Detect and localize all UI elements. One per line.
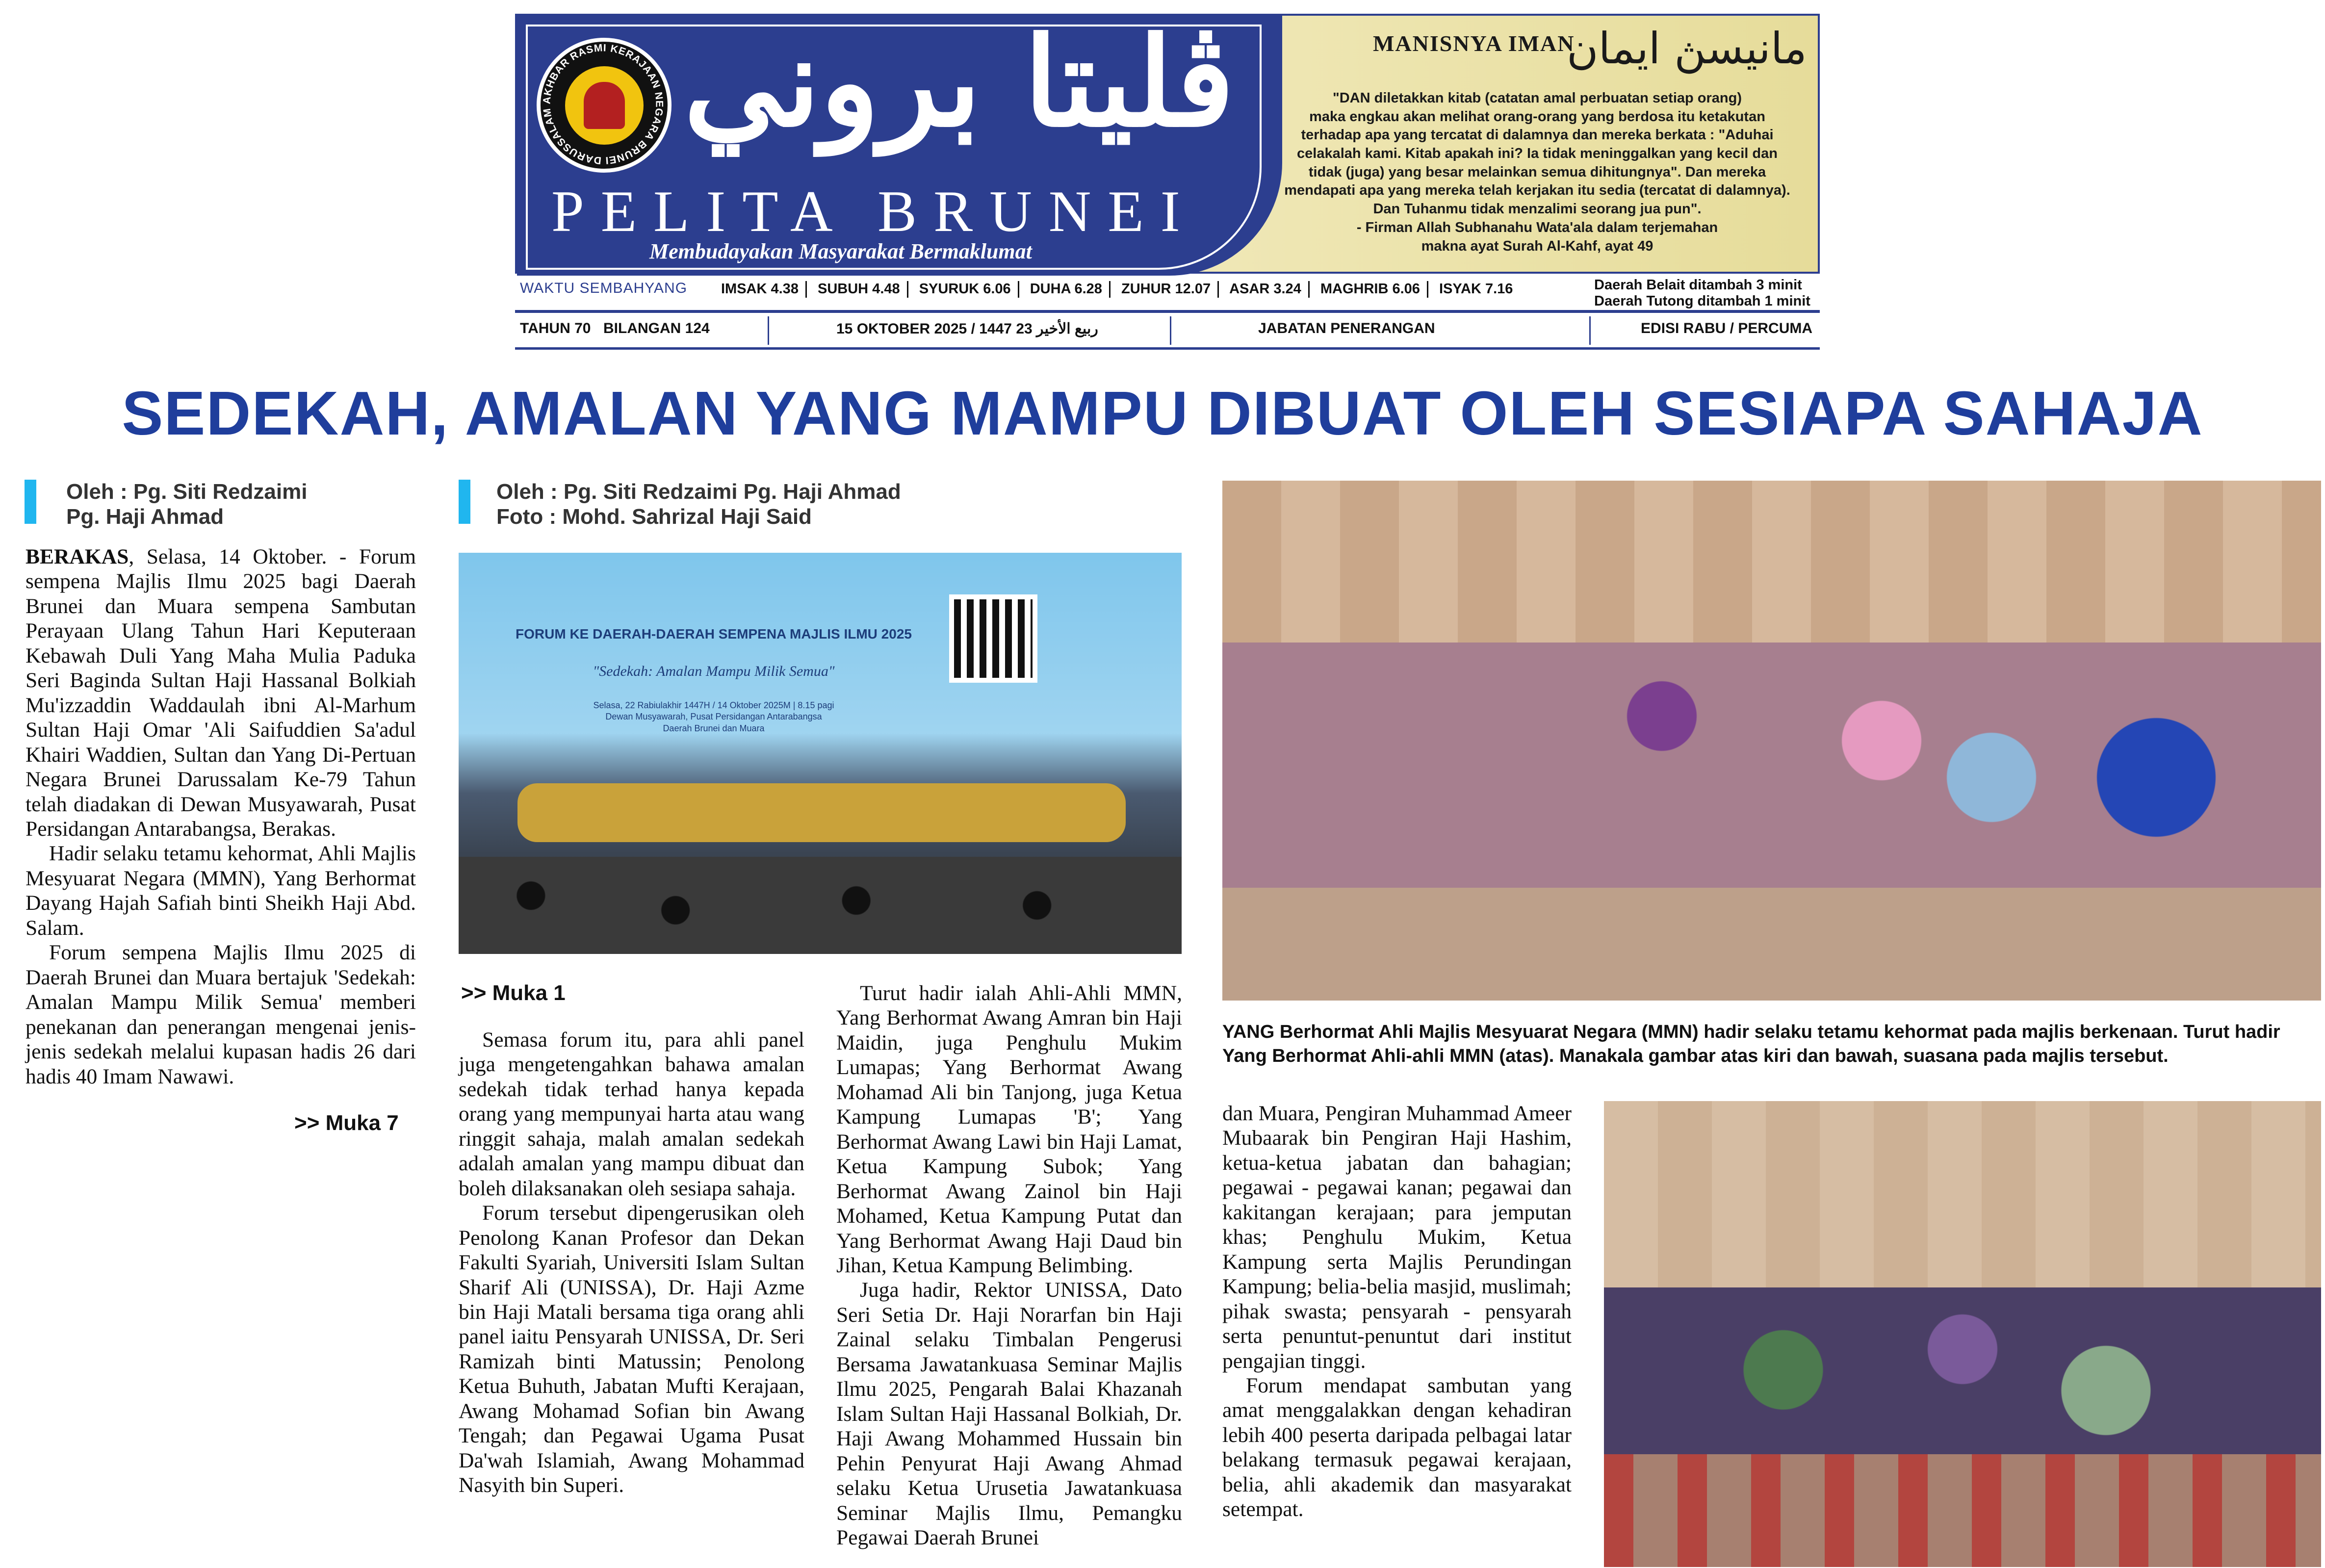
prayer-note-belait: Daerah Belait ditambah 3 minit: [1594, 277, 1802, 293]
prayer-time: SUBUH 4.48: [818, 281, 900, 297]
brand-block: [517, 16, 1282, 276]
paragraph: Turut hadir ialah Ahli-Ahli MMN, Yang Berhormat Awang Amran bin Haji Maidin, juga Penghulu Mukim Lumapas; Yang Berhormat Awang Mohamad Ali bin Tanjong, juga Ketua Kampung Lumapas 'B'; Yang Berhormat Awang Lawi bin Haji Lamat, Ketua Kampung Subok; Yang Berhormat Awang Zainol bin Haji Mohamed, Ketua Kampung Putat dan Yang Berhormat Awang Haji Daud bin Jihan, Ketua Kampung Belimbing.: [836, 981, 1182, 1277]
iman-section-title: MANISNYA IMAN: [1373, 31, 1575, 56]
byline-accent-bar: [459, 480, 470, 524]
hall-wall: [1222, 481, 2321, 667]
masthead-tagline: Membudayakan Masyarakat Bermaklumat: [649, 239, 1032, 263]
issue-edition: EDISI RABU / PERCUMA: [1641, 320, 1813, 336]
prayer-times-label: WAKTU SEMBAHYANG: [520, 280, 688, 296]
audience-heads: [459, 857, 1182, 954]
article-column-2: [459, 1028, 804, 1498]
paragraph: Hadir selaku tetamu kehormat, Ahli Majlis Mesyuarat Negara (MMN), Yang Berhormat Dayang Hajah Safiah binti Sheikh Haji Abd. Salam.: [26, 842, 416, 940]
red-chairs: [1604, 1454, 2321, 1567]
qr-code-icon: [949, 594, 1037, 683]
svg-text:AKHBAR RASMI KERAJAAN NEGARA B: AKHBAR RASMI KERAJAAN NEGARA BRUNEI DARUSSALAM: [541, 42, 665, 166]
article-column-4: [1222, 1101, 1572, 1522]
quote-line: - Firman Allah Subhanahu Wata'ala dalam terjemahan: [1356, 219, 1718, 235]
byline-author: Oleh : Pg. Siti Redzaimi Pg. Haji Ahmad: [496, 480, 901, 504]
byline-accent-bar: [25, 480, 36, 524]
prayer-time: SYURUK 6.06: [919, 281, 1011, 297]
crest-icon: [584, 82, 625, 129]
prayer-times-list: [721, 281, 1513, 298]
prayer-time: IMSAK 4.38: [721, 281, 799, 297]
quote-line: Dan Tuhanmu tidak menzalimi seorang jua pun".: [1373, 201, 1702, 217]
seated-guests: [1222, 643, 2321, 888]
paragraph: Forum mendapat sambutan yang amat menggalakkan dengan kehadiran lebih 400 peserta daripada pelbagai latar belakang termasuk pegawai kerajaan, belia, ahli akademik dan masyarakat setempat.: [1222, 1373, 1572, 1521]
paragraph: Forum sempena Majlis Ilmu 2025 di Daerah Brunei dan Muara bertajuk 'Sedekah: Amalan Mampu Milik Semua' memberi penekanan dan penerangan mengenai jenis-jenis sedekah melalui kupasan hadis 26 dari hadis 40 Imam Nawawi.: [26, 941, 416, 1088]
iman-section-title-jawi: مانيسڽ ايمان: [1567, 23, 1807, 74]
issue-volume: TAHUN 70: [520, 320, 591, 336]
quote-line: terhadap apa yang tercatat di dalamnya dan mereka berkata : "Aduhai: [1301, 127, 1774, 143]
prayer-time: ISYAK 7.16: [1439, 281, 1513, 297]
prayer-time: DUHA 6.28: [1030, 281, 1102, 297]
quote-line: tidak (juga) yang besar melainkan semua dihitungnya". Dan mereka: [1308, 164, 1766, 180]
paragraph: Semasa forum itu, para ahli panel juga mengetengahkan bahawa amalan sedekah tidak terhad hanya kepada orang yang mempunyai harta atau wang ringgit sahaja, malah amalan sedekah adalah amalan yang mampu dibuat dan boleh dilaksanakan oleh sesiapa sahaja.: [459, 1028, 804, 1200]
byline-author-cont: Pg. Haji Ahmad: [66, 504, 224, 529]
banner-subtitle: "Sedekah: Amalan Mampu Milik Semua": [593, 663, 835, 679]
banner-title: FORUM KE DAERAH-DAERAH SEMPENA MAJLIS ILMU 2025: [516, 626, 912, 642]
article-headline: SEDEKAH, AMALAN YANG MAMPU DIBUAT OLEH SESIAPA SAHAJA: [122, 379, 2203, 448]
prayer-time: MAGHRIB 6.06: [1320, 281, 1420, 297]
masthead: [515, 14, 1820, 274]
banner-details: Selasa, 22 Rabiulakhir 1447H / 14 Oktober 2025M | 8.15 pagi Dewan Musyawarah, Pusat Persidangan Antarabangsa Daerah Brunei dan Muara: [593, 700, 834, 733]
prayer-time: ASAR 3.24: [1229, 281, 1301, 297]
quote-line: makna ayat Surah Al-Kahf, ayat 49: [1421, 238, 1653, 254]
quote-line: mendapati apa yang mereka telah kerjakan itu sedia (tercatat di dalamnya).: [1284, 182, 1790, 199]
masthead-title-latin: PELITA BRUNEI: [551, 179, 1197, 244]
hall-wall: [1604, 1101, 2321, 1307]
issue-info-bar: [515, 316, 1820, 345]
quote-line: "DAN diletakkan kitab (catatan amal perbuatan setiap orang): [1332, 90, 1742, 106]
masthead-title-jawi: ڤليتا بروني: [684, 16, 1235, 154]
prayer-note-tutong: Daerah Tutong ditambah 1 minit: [1594, 293, 1810, 309]
article-column-1: [26, 544, 416, 1089]
paragraph: Juga hadir, Rektor UNISSA, Dato Seri Setia Dr. Haji Norarfan bin Haji Zainal selaku Timbalan Pengerusi Bersama Jawatankuasa Seminar Majlis Ilmu 2025, Pengarah Balai Khazanah Islam Sultan Haji Hassanal Bolkiah, Dr. Haji Awang Mohammed Hussain bin Pehin Penyurat Haji Awang Ahmad selaku Ketua Urusetia Jawatankuasa Seminar Majlis Ilmu, Pemangku Pegawai Daerah Brunei: [836, 1278, 1182, 1549]
issue-publisher: JABATAN PENERANGAN: [1258, 320, 1435, 336]
quote-line: celakalah kami. Kitab apakah ini? Ia tidak meninggalkan yang kecil dan: [1297, 146, 1778, 162]
mmn-guests-photo: [1222, 481, 2321, 1001]
audience-photo: [1604, 1101, 2321, 1567]
quote-line: maka engkau akan melihat orang-orang yang berdosa itu ketakutan: [1309, 108, 1765, 125]
byline-author: Oleh : Pg. Siti Redzaimi: [66, 480, 308, 504]
divider: [515, 310, 1820, 313]
prayer-note: [1594, 277, 1810, 310]
iman-quote: [1267, 89, 1807, 256]
byline-photo: [496, 480, 901, 529]
prayer-time: ZUHUR 12.07: [1121, 281, 1211, 297]
forum-stage-photo: [459, 553, 1182, 954]
stage-chairs: [517, 783, 1126, 842]
jump-link-page-7[interactable]: >> Muka 7: [294, 1111, 399, 1135]
photo-caption: YANG Berhormat Ahli Majlis Mesyuarat Negara (MMN) hadir selaku tetamu kehormat pada majlis berkenaan. Turut hadir Yang Berhormat Ahli-ahli MMN (atas). Manakala gambar atas kiri dan bawah, suasana pada majlis tersebut.: [1222, 1022, 2280, 1067]
prayer-times-bar: [515, 277, 1820, 307]
byline-photographer: Foto : Mohd. Sahrizal Haji Said: [496, 504, 812, 529]
byline-left: [66, 480, 307, 529]
dateline: BERAKAS: [26, 545, 129, 568]
paragraph: BERAKAS, Selasa, 14 Oktober. - Forum sempena Majlis Ilmu 2025 bagi Daerah Brunei dan Muara sempena Sambutan Perayaan Ulang Tahun Hari Keputeraan Kebawah Duli Yang Maha Mulia Paduka Seri Baginda Sultan Haji Hassanal Bolkiah Mu'izzaddin Waddaulah ibni Al-Marhum Sultan Haji Omar 'Ali Saifuddien Sa'adul Khairi Waddien, Sultan dan Yang Di-Pertuan Negara Brunei Darussalam Ke-79 Tahun telah diadakan di Dewan Musyawarah, Pusat Persidangan Antarabangsa, Berakas.: [26, 545, 416, 841]
emblem-crest-disc: [565, 66, 644, 145]
hall-floor: [1222, 888, 2321, 1001]
paragraph: dan Muara, Pengiran Muhammad Ameer Mubaarak bin Pengiran Haji Hashim, ketua-ketua jabatan dan bahagian; pegawai - pegawai kanan; pegawai dan kakitangan kerajaan; para jemputan khas; Penghulu Mukim, Ketua Kampung serta Majlis Perundingan Kampung; belia-belia masjid, muslimah; pihak swasta; pensyarah - pensyarah serta penuntut-penuntut dari institut pengajian tinggi.: [1222, 1102, 1572, 1373]
issue-number: BILANGAN 124: [603, 320, 710, 336]
divider: [515, 347, 1820, 350]
issue-date: 15 OKTOBER 2025 / 1447 ربيع الأخير 23: [836, 321, 1098, 337]
article-column-3: [836, 981, 1182, 1550]
paragraph: Forum tersebut dipengerusikan oleh Penolong Kanan Profesor dan Dekan Fakulti Syariah, Universiti Islam Sultan Sharif Ali (UNISSA), Dr. Haji Azme bin Haji Matali bersama tiga orang ahli panel iaitu Pensyarah UNISSA, Dr. Seri Ramizah binti Matussin; Penolong Ketua Buhuth, Jabatan Mufti Kerajaan, Awang Mohamad Sofian bin Awang Tengah; dan Pegawai Ugama Pusat Da'wah Islamiah, Awang Mohammad Nasyith bin Superi.: [459, 1201, 804, 1497]
emblem-logo: [537, 38, 672, 173]
jump-link-page-1[interactable]: >> Muka 1: [461, 981, 566, 1005]
